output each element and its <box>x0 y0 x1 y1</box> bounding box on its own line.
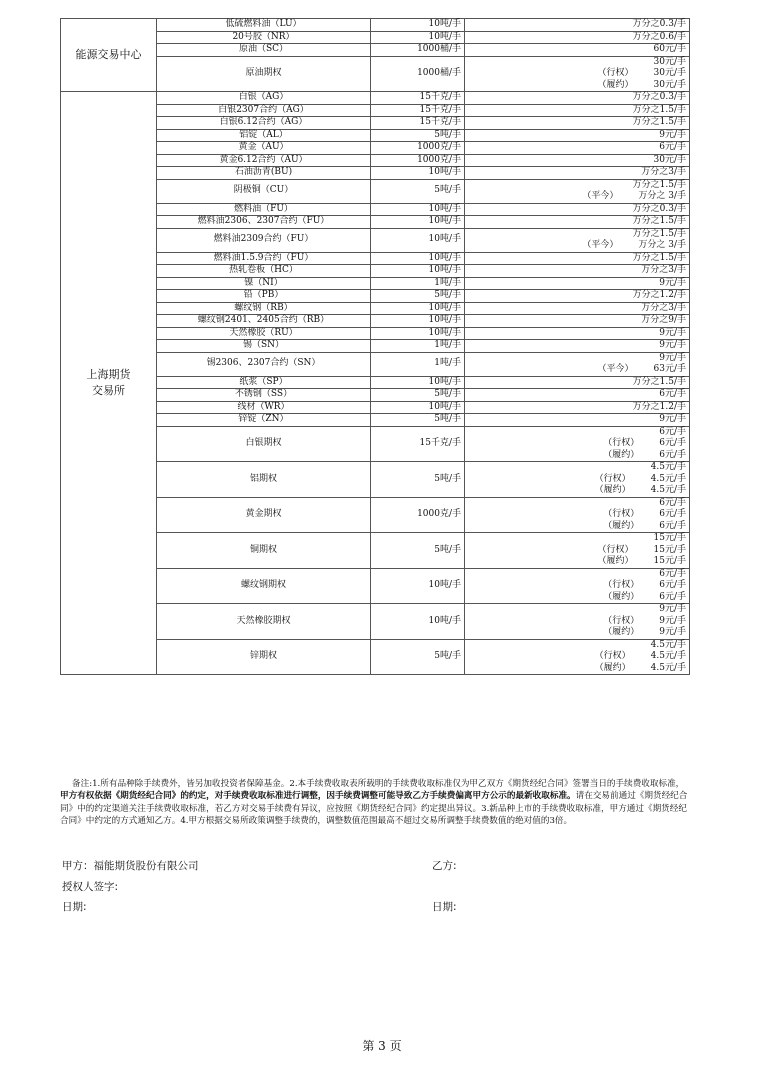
fee-line <box>468 604 686 616</box>
product-name-cell: 锡2306、2307合约（SN） <box>157 352 371 376</box>
fee-value: 6元/手 <box>659 520 686 531</box>
fee-value: 9元/手 <box>659 277 686 288</box>
fee-value: 6元/手 <box>659 449 686 460</box>
fee-type-label: （行权） <box>603 509 640 519</box>
fee-value: 4.5元/手 <box>650 473 686 484</box>
exchange-name-line: 能源交易中心 <box>75 48 142 61</box>
fee-line <box>468 353 686 365</box>
fee-value: 9元/手 <box>659 604 686 614</box>
fee-value: 万分之3/手 <box>641 167 686 177</box>
fee-value: 万分之 3/手 <box>638 191 686 201</box>
fee-value: 万分之0.6/手 <box>632 31 686 42</box>
fee-cell <box>465 290 690 303</box>
fee-cell <box>465 340 690 353</box>
fee-cell <box>465 179 690 203</box>
fee-value: 6元/手 <box>659 142 686 152</box>
contract-unit-cell: 15千克/手 <box>371 426 465 462</box>
contract-unit-cell: 10吨/手 <box>371 302 465 315</box>
fee-line <box>468 44 686 56</box>
fee-line <box>468 377 686 389</box>
remarks-text-2: 请在交易前通过《期货经纪合同》中的约定渠道关注手续费收取标准，若乙方对交易手续费有异议，应按照《期货经纪合同》约定提出异议。3.新品种上市的手续费收取标准，甲方通过《期货经纪合同》中约定的方式通知乙方。4.甲方根据交易所政策调整手续费的，调整数值范围最高不超过交易所调整手续费数值的绝对值的3倍。 <box>60 791 688 826</box>
contract-unit-cell: 5吨/手 <box>371 462 465 498</box>
product-name-cell: 纸浆（SP） <box>157 376 371 389</box>
fee-line <box>468 80 686 92</box>
contract-unit-cell: 5吨/手 <box>371 389 465 402</box>
fee-value: 15元/手 <box>653 533 686 543</box>
contract-unit-cell: 10吨/手 <box>371 252 465 265</box>
product-name-cell: 螺纹钢期权 <box>157 568 371 604</box>
fee-value: 9元/手 <box>659 129 686 140</box>
fee-line <box>468 438 686 450</box>
fee-value: 万分之1.5/手 <box>632 104 686 115</box>
fee-value: 万分之3/手 <box>641 302 686 313</box>
fee-value: 万分之1.2/手 <box>632 290 686 300</box>
fee-cell <box>465 104 690 117</box>
fee-type-label: （行权） <box>603 580 640 590</box>
fee-line <box>468 19 686 31</box>
fee-type-label: （履约） <box>597 79 634 90</box>
fee-line <box>468 627 686 639</box>
fee-value: 30元/手 <box>653 56 686 67</box>
contract-unit-cell: 15千克/手 <box>371 104 465 117</box>
fee-value: 15元/手 <box>653 556 686 566</box>
fee-type-label: （履约） <box>603 591 640 602</box>
fee-value: 30元/手 <box>653 68 686 78</box>
fee-type-label: （履约） <box>597 556 634 566</box>
contract-unit-cell: 10吨/手 <box>371 31 465 44</box>
product-name-cell: 阴极铜（CU） <box>157 179 371 203</box>
fee-value: 万分之0.3/手 <box>632 19 686 29</box>
fee-line <box>468 427 686 439</box>
remarks-bold-text: 甲方有权依据《期货经纪合同》的约定，对手续费收取标准进行调整，因手续费调整可能导致乙方手续费偏离甲方公示的最新收取标准。 <box>60 791 576 802</box>
product-name-cell: 黄金期权 <box>157 497 371 533</box>
fee-line <box>468 509 686 521</box>
fee-line <box>468 240 686 252</box>
product-name-cell: 20号胶（NR） <box>157 31 371 44</box>
fee-line <box>468 450 686 462</box>
contract-unit-cell: 10吨/手 <box>371 604 465 640</box>
contract-unit-cell: 5吨/手 <box>371 179 465 203</box>
product-name-cell: 螺纹钢2401、2405合约（RB） <box>157 315 371 328</box>
fee-value: 9元/手 <box>659 414 686 424</box>
fee-cell <box>465 154 690 167</box>
fee-schedule-table <box>60 18 690 675</box>
fee-line <box>468 389 686 401</box>
fee-cell <box>465 167 690 180</box>
contract-unit-cell: 1吨/手 <box>371 340 465 353</box>
fee-cell <box>465 414 690 427</box>
product-name-cell: 镍（NI） <box>157 277 371 290</box>
product-name-cell: 白银（AG） <box>157 92 371 105</box>
contract-unit-cell: 10吨/手 <box>371 216 465 229</box>
fee-value: 4.5元/手 <box>650 639 686 650</box>
party-a-name: 甲方：福能期货股份有限公司 <box>62 860 199 872</box>
fee-type-label: （履约） <box>594 662 631 673</box>
fee-line <box>468 142 686 154</box>
contract-unit-cell: 1000桶/手 <box>371 44 465 57</box>
fee-line <box>468 521 686 533</box>
fee-line <box>468 640 686 652</box>
product-name-cell: 锌锭（ZN） <box>157 414 371 427</box>
fee-line <box>468 402 686 414</box>
contract-unit-cell: 10吨/手 <box>371 376 465 389</box>
fee-type-label: （行权） <box>594 651 631 661</box>
fee-line <box>468 57 686 69</box>
fee-cell <box>465 497 690 533</box>
fee-value: 6元/手 <box>659 580 686 590</box>
fee-line <box>468 616 686 628</box>
product-name-cell: 热轧卷板（HC） <box>157 265 371 278</box>
fee-line <box>468 253 686 265</box>
fee-line <box>468 315 686 327</box>
fee-line <box>468 167 686 179</box>
fee-cell <box>465 302 690 315</box>
fee-cell <box>465 639 690 675</box>
fee-value: 6元/手 <box>659 591 686 602</box>
fee-value: 万分之1.5/手 <box>632 228 686 239</box>
product-name-cell: 不锈钢（SS） <box>157 389 371 402</box>
contract-unit-cell: 10吨/手 <box>371 265 465 278</box>
fee-cell <box>465 56 690 92</box>
fee-line <box>468 229 686 241</box>
fee-line <box>468 180 686 192</box>
fee-value: 4.5元/手 <box>650 651 686 661</box>
contract-unit-cell: 1吨/手 <box>371 352 465 376</box>
product-name-cell: 白银2307合约（AG） <box>157 104 371 117</box>
product-name-cell: 燃料油（FU） <box>157 203 371 216</box>
product-name-cell: 锌期权 <box>157 639 371 675</box>
product-name-cell: 黄金6.12合约（AU） <box>157 154 371 167</box>
fee-cell <box>465 426 690 462</box>
fee-value: 4.5元/手 <box>650 485 686 495</box>
contract-unit-cell: 15千克/手 <box>371 92 465 105</box>
fee-line <box>468 191 686 203</box>
fee-type-label: （行权） <box>594 473 631 484</box>
fee-value: 30元/手 <box>653 154 686 165</box>
product-name-cell: 原油（SC） <box>157 44 371 57</box>
fee-line <box>468 498 686 510</box>
fee-cell <box>465 129 690 142</box>
exchange-name-cell <box>61 92 157 675</box>
fee-cell <box>465 352 690 376</box>
fee-type-label: （行权） <box>597 544 634 555</box>
contract-unit-cell: 1000桶/手 <box>371 56 465 92</box>
contract-unit-cell: 5吨/手 <box>371 414 465 427</box>
fee-cell <box>465 44 690 57</box>
fee-type-label: （履约） <box>603 520 640 531</box>
product-name-cell: 燃料油2309合约（FU） <box>157 228 371 252</box>
fee-type-label: （平今） <box>582 240 619 250</box>
fee-cell <box>465 604 690 640</box>
product-name-cell: 白银6.12合约（AG） <box>157 117 371 130</box>
contract-unit-cell: 10吨/手 <box>371 203 465 216</box>
fee-type-label: （平今） <box>582 191 619 201</box>
fee-line <box>468 278 686 290</box>
fee-value: 万分之1.5/手 <box>632 179 686 190</box>
fee-line <box>468 204 686 216</box>
product-name-cell: 铝锭（AL） <box>157 129 371 142</box>
fee-value: 4.5元/手 <box>650 462 686 472</box>
fee-line <box>468 265 686 277</box>
fee-value: 6元/手 <box>659 509 686 519</box>
fee-value: 万分之0.3/手 <box>632 203 686 214</box>
fee-value: 万分之1.5/手 <box>632 376 686 387</box>
fee-cell <box>465 401 690 414</box>
fee-cell <box>465 252 690 265</box>
party-a-date-label: 日期: <box>62 901 87 913</box>
fee-line <box>468 155 686 167</box>
fee-cell <box>465 117 690 130</box>
contract-unit-cell: 5吨/手 <box>371 533 465 569</box>
fee-cell <box>465 327 690 340</box>
product-name-cell: 石油沥青(BU) <box>157 167 371 180</box>
contract-unit-cell: 10吨/手 <box>371 401 465 414</box>
fee-line <box>468 663 686 675</box>
fee-type-label: （履约） <box>603 449 640 460</box>
product-name-cell: 铝期权 <box>157 462 371 498</box>
product-name-cell: 线材（WR） <box>157 401 371 414</box>
fee-line <box>468 474 686 486</box>
fee-value: 6元/手 <box>659 426 686 437</box>
fee-line <box>468 32 686 44</box>
fee-cell <box>465 92 690 105</box>
contract-unit-cell: 1000克/手 <box>371 154 465 167</box>
fee-cell <box>465 31 690 44</box>
fee-cell <box>465 462 690 498</box>
contract-unit-cell: 5吨/手 <box>371 290 465 303</box>
fee-line <box>468 485 686 497</box>
authorized-signature-label: 授权人签字: <box>62 881 119 893</box>
contract-unit-cell: 10吨/手 <box>371 568 465 604</box>
product-name-cell: 天然橡胶（RU） <box>157 327 371 340</box>
fee-cell <box>465 277 690 290</box>
fee-value: 6元/手 <box>659 497 686 508</box>
product-name-cell: 锡（SN） <box>157 340 371 353</box>
fee-line <box>468 68 686 80</box>
exchange-name-line: 交易所 <box>92 384 125 397</box>
fee-value: 60元/手 <box>653 44 686 54</box>
product-name-cell: 燃料油2306、2307合约（FU） <box>157 216 371 229</box>
fee-line <box>468 364 686 376</box>
fee-value: 万分之0.3/手 <box>632 92 686 102</box>
fee-value: 9元/手 <box>659 340 686 350</box>
exchange-name-cell <box>61 19 157 92</box>
fee-cell <box>465 19 690 32</box>
fee-cell <box>465 203 690 216</box>
product-name-cell: 铅（PB） <box>157 290 371 303</box>
fee-cell <box>465 376 690 389</box>
fee-line <box>468 651 686 663</box>
product-name-cell: 白银期权 <box>157 426 371 462</box>
fee-value: 万分之1.2/手 <box>632 401 686 412</box>
fee-value: 万分之9/手 <box>641 315 686 325</box>
fee-line <box>468 303 686 315</box>
fee-cell <box>465 216 690 229</box>
remarks-note <box>60 778 691 827</box>
contract-unit-cell: 15千克/手 <box>371 117 465 130</box>
fee-line <box>468 130 686 142</box>
fee-cell <box>465 228 690 252</box>
fee-cell <box>465 142 690 155</box>
fee-value: 6元/手 <box>659 389 686 399</box>
fee-value: 万分之1.5/手 <box>632 252 686 263</box>
remarks-text-1: 备注:1.所有品种除手续费外，皆另加收投资者保障基金。2.本手续费收取表所载明的手续费收取标准仅为甲乙双方《期货经纪合同》签署当日的手续费收取标准， <box>72 779 685 789</box>
fee-line <box>468 533 686 545</box>
fee-cell <box>465 533 690 569</box>
fee-value: 万分之1.5/手 <box>632 117 686 127</box>
fee-type-label: （行权） <box>597 68 634 78</box>
fee-line <box>468 556 686 568</box>
fee-value: 万分之1.5/手 <box>632 216 686 226</box>
fee-value: 6元/手 <box>659 438 686 448</box>
contract-unit-cell: 5吨/手 <box>371 129 465 142</box>
fee-type-label: （行权） <box>603 615 640 626</box>
fee-value: 63元/手 <box>653 364 686 374</box>
contract-unit-cell: 10吨/手 <box>371 19 465 32</box>
contract-unit-cell: 10吨/手 <box>371 315 465 328</box>
fee-table-body <box>61 19 690 675</box>
fee-value: 9元/手 <box>659 627 686 637</box>
product-name-cell: 低硫燃料油（LU） <box>157 19 371 32</box>
product-name-cell: 螺纹钢（RB） <box>157 302 371 315</box>
fee-line <box>468 290 686 302</box>
page-number: 第 3 页 <box>362 1039 402 1053</box>
party-b-label: 乙方: <box>432 860 457 872</box>
fee-type-label: （平今） <box>597 364 634 374</box>
contract-unit-cell: 10吨/手 <box>371 167 465 180</box>
fee-value: 9元/手 <box>659 327 686 338</box>
fee-value: 9元/手 <box>659 352 686 363</box>
fee-line <box>468 462 686 474</box>
product-name-cell: 原油期权 <box>157 56 371 92</box>
contract-unit-cell: 1000克/手 <box>371 497 465 533</box>
fee-value: 9元/手 <box>659 615 686 626</box>
fee-type-label: （履约） <box>594 485 631 495</box>
fee-type-label: （履约） <box>603 627 640 637</box>
fee-cell <box>465 389 690 402</box>
table-row <box>61 19 690 32</box>
contract-unit-cell: 5吨/手 <box>371 639 465 675</box>
contract-unit-cell: 10吨/手 <box>371 228 465 252</box>
party-b-date-label: 日期: <box>432 901 457 913</box>
fee-line <box>468 340 686 352</box>
table-row <box>61 92 690 105</box>
contract-unit-cell: 10吨/手 <box>371 327 465 340</box>
contract-unit-cell: 1吨/手 <box>371 277 465 290</box>
contract-unit-cell: 1000克/手 <box>371 142 465 155</box>
fee-cell <box>465 315 690 328</box>
product-name-cell: 铜期权 <box>157 533 371 569</box>
fee-line <box>468 592 686 604</box>
product-name-cell: 黄金（AU） <box>157 142 371 155</box>
fee-value: 4.5元/手 <box>650 662 686 673</box>
fee-value: 万分之 3/手 <box>638 240 686 250</box>
fee-line <box>468 328 686 340</box>
fee-line <box>468 580 686 592</box>
fee-line <box>468 216 686 228</box>
fee-line <box>468 414 686 426</box>
fee-value: 万分之3/手 <box>641 265 686 275</box>
exchange-name-line: 上海期货 <box>86 368 131 381</box>
fee-line <box>468 117 686 129</box>
fee-value: 6元/手 <box>659 568 686 579</box>
fee-cell <box>465 568 690 604</box>
product-name-cell: 天然橡胶期权 <box>157 604 371 640</box>
fee-line <box>468 105 686 117</box>
fee-value: 15元/手 <box>653 544 686 555</box>
fee-value: 30元/手 <box>653 79 686 90</box>
fee-line <box>468 569 686 581</box>
fee-line <box>468 545 686 557</box>
fee-line <box>468 92 686 104</box>
fee-cell <box>465 265 690 278</box>
fee-type-label: （行权） <box>603 438 640 448</box>
product-name-cell: 燃料油1.5.9合约（FU） <box>157 252 371 265</box>
